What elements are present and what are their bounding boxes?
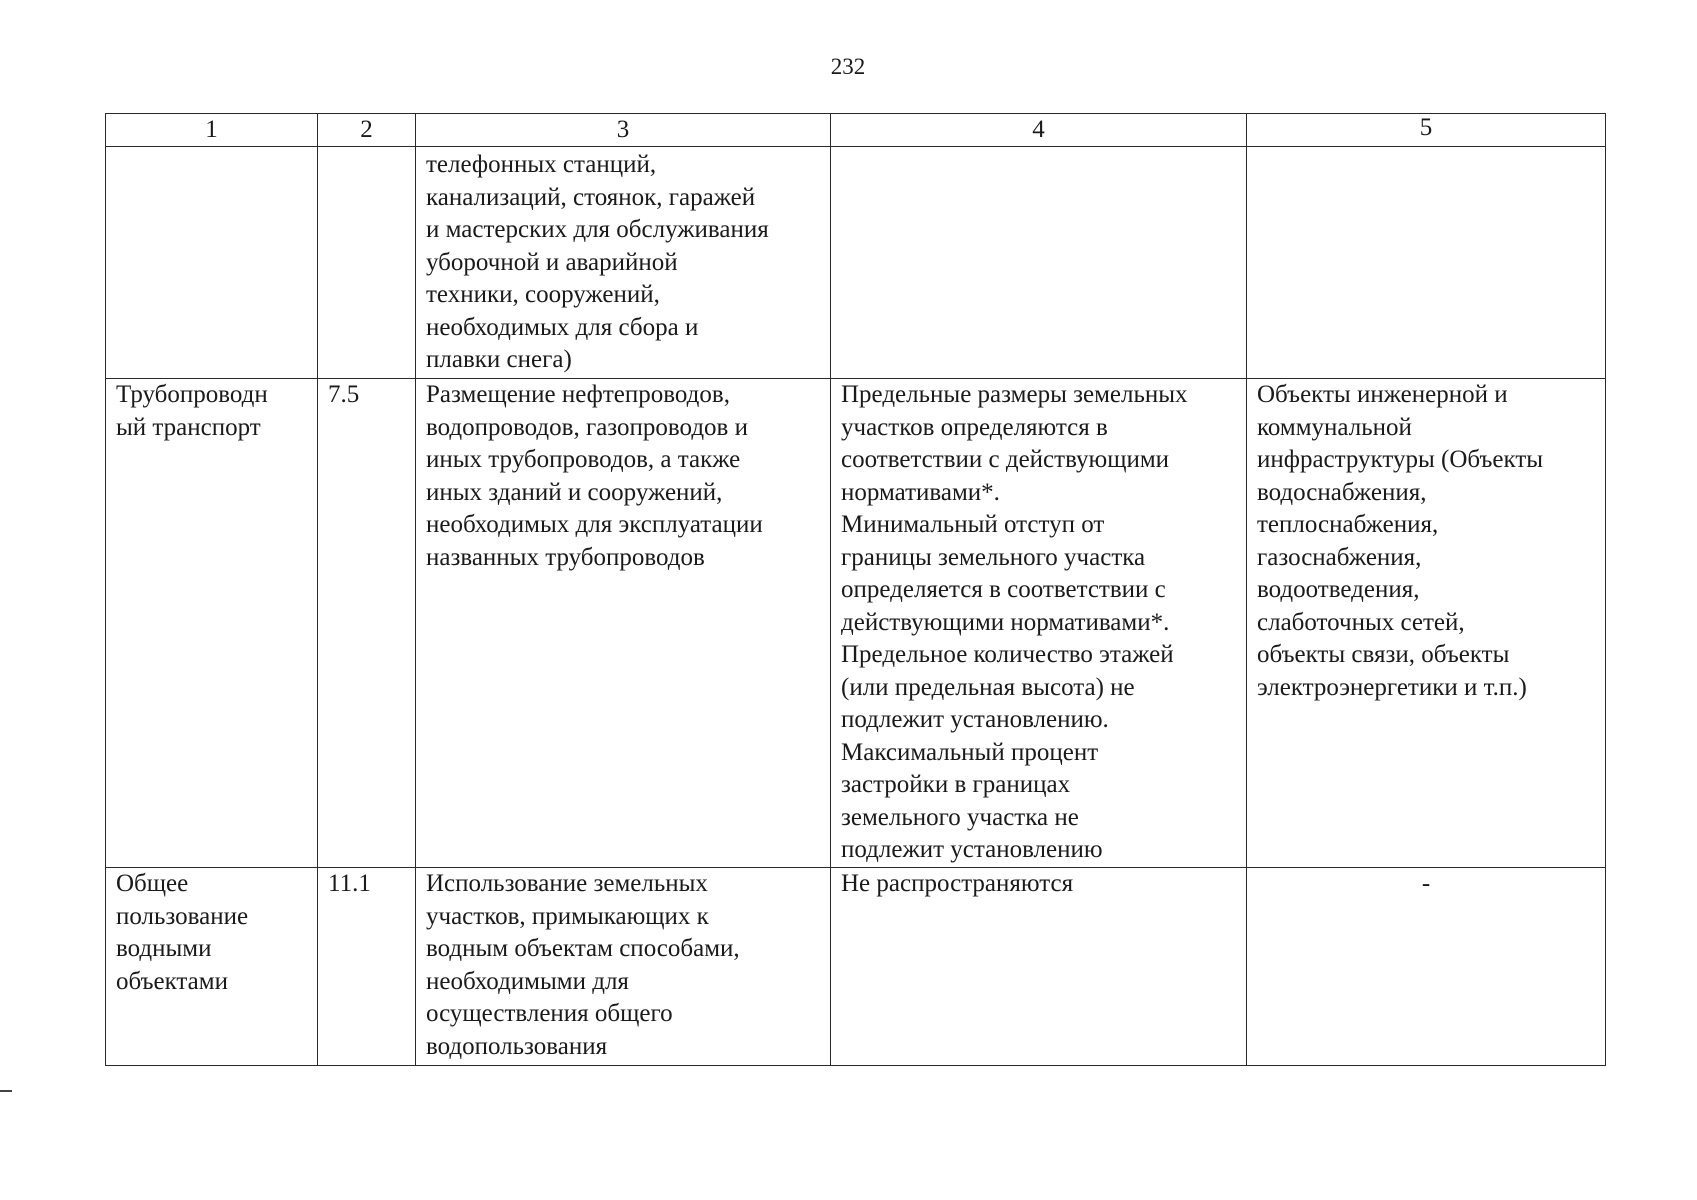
page-number: 232 [830, 54, 866, 79]
row2-col4-line: Предельное количество этажей [841, 641, 1174, 668]
row2-col3-line: иных трубопроводов, а также [426, 446, 741, 473]
row3-col4-line: Не распространяются [841, 870, 1074, 897]
row2-col4-line: нормативами*. [841, 478, 1000, 506]
row3-col1-line: пользование [116, 902, 249, 930]
table-row [106, 868, 1606, 1066]
row2-col4-line: соответствии с действующими [841, 446, 1170, 473]
row2-col5-line: газоснабжения, [1257, 543, 1422, 571]
row3-col2-cell [318, 868, 416, 1066]
row2-col4-line: Максимальный процент [841, 738, 1099, 766]
row2-col3-line: водопроводов, газопроводов и [426, 413, 748, 441]
row2-col4-line: Минимальный отступ от [841, 511, 1105, 538]
table-header-row [106, 114, 1606, 147]
row2-col5-line: электроэнергетики и т.п.) [1257, 673, 1527, 701]
row2-col4-line: подлежит установлению. [841, 706, 1109, 733]
row3-col2-line: 11.1 [328, 870, 371, 897]
row2-col2-line: 7.5 [328, 381, 360, 408]
row2-col2-cell [318, 379, 416, 868]
table-row [106, 147, 1606, 379]
row1-col1-cell [106, 147, 318, 379]
row2-col5-line: объекты связи, объекты [1257, 641, 1510, 668]
row3-col3-line: необходимыми для [426, 967, 629, 995]
row2-col3-line: Размещение нефтепроводов, [426, 381, 730, 408]
row3-col1-line: объектами [116, 967, 228, 995]
row3-col5-cell [1247, 868, 1606, 1066]
row2-col4-line: застройки в границах [841, 771, 1071, 798]
row2-col4-line: (или предельная высота) не [841, 673, 1135, 701]
row2-col4-line: подлежит установлению [841, 836, 1103, 863]
row1-col3-line: техники, сооружений, [426, 281, 660, 308]
row2-col4-line: определяется в соответствии с [841, 576, 1166, 603]
row1-col3-line: необходимых для сбора и [426, 313, 699, 341]
row2-col4-cell [831, 379, 1247, 868]
row3-col5-dash: - [1421, 870, 1431, 897]
row2-col5-cell [1247, 379, 1606, 868]
row1-col3-line: и мастерских для обслуживания [426, 216, 769, 243]
row2-col4-line: границы земельного участка [841, 543, 1146, 571]
row2-col3-line: иных зданий и сооружений, [426, 478, 723, 506]
row2-col1-cell [106, 379, 318, 868]
row3-col3-line: водопользования [426, 1032, 608, 1060]
header-cell-1: 1 [106, 114, 318, 147]
row3-col1-cell [106, 868, 318, 1066]
row2-col3-line: названных трубопроводов [426, 543, 705, 571]
scan-edge-mark [0, 1090, 12, 1092]
row3-col3-cell [416, 868, 831, 1066]
row2-col4-line: Предельные размеры земельных [841, 381, 1188, 408]
row1-col3-cell [416, 147, 831, 379]
row3-col3-line: Использование земельных [426, 870, 708, 897]
row2-col3-line: необходимых для эксплуатации [426, 511, 763, 538]
row3-col1-line: водными [116, 935, 212, 962]
row1-col3-line: канализаций, стоянок, гаражей [426, 183, 756, 211]
row1-col4-cell [831, 147, 1247, 379]
row3-col3-line: водным объектам способами, [426, 935, 740, 962]
row1-col5-cell [1247, 147, 1606, 379]
row2-col5-line: коммунальной [1257, 413, 1412, 441]
table-row [106, 379, 1606, 868]
row1-col3-line: плавки снега) [426, 346, 572, 373]
row2-col1-line: ый транспорт [116, 413, 261, 441]
row3-col4-cell [831, 868, 1247, 1066]
row2-col4-line: участков определяются в [841, 413, 1108, 441]
header-cell-4: 4 [831, 114, 1247, 147]
row1-col2-cell [318, 147, 416, 379]
row2-col5-line: слаботочных сетей, [1257, 608, 1465, 636]
row2-col3-cell [416, 379, 831, 868]
row1-col3-line: телефонных станций, [426, 151, 657, 178]
row2-col5-line: Объекты инженерной и [1257, 381, 1508, 408]
header-cell-2: 2 [318, 114, 416, 147]
row2-col5-line: теплоснабжения, [1257, 511, 1439, 538]
row2-col4-line: земельного участка не [841, 803, 1079, 831]
row2-col5-line: инфраструктуры (Объекты [1257, 446, 1544, 473]
land-use-table [105, 113, 1606, 1066]
header-cell-3: 3 [416, 114, 831, 147]
row3-col3-line: осуществления общего [426, 1000, 673, 1027]
row3-col3-line: участков, примыкающих к [426, 902, 709, 930]
row3-col1-line: Общее [116, 870, 189, 897]
row2-col4-line: действующими нормативами*. [841, 608, 1170, 636]
row2-col1-line: Трубопроводн [116, 381, 268, 408]
row1-col3-line: уборочной и аварийной [426, 248, 678, 276]
header-cell-5: 5 [1247, 114, 1606, 147]
document-table-container [105, 113, 1605, 1066]
row2-col5-line: водоотведения, [1257, 576, 1420, 603]
row2-col5-line: водоснабжения, [1257, 478, 1427, 506]
